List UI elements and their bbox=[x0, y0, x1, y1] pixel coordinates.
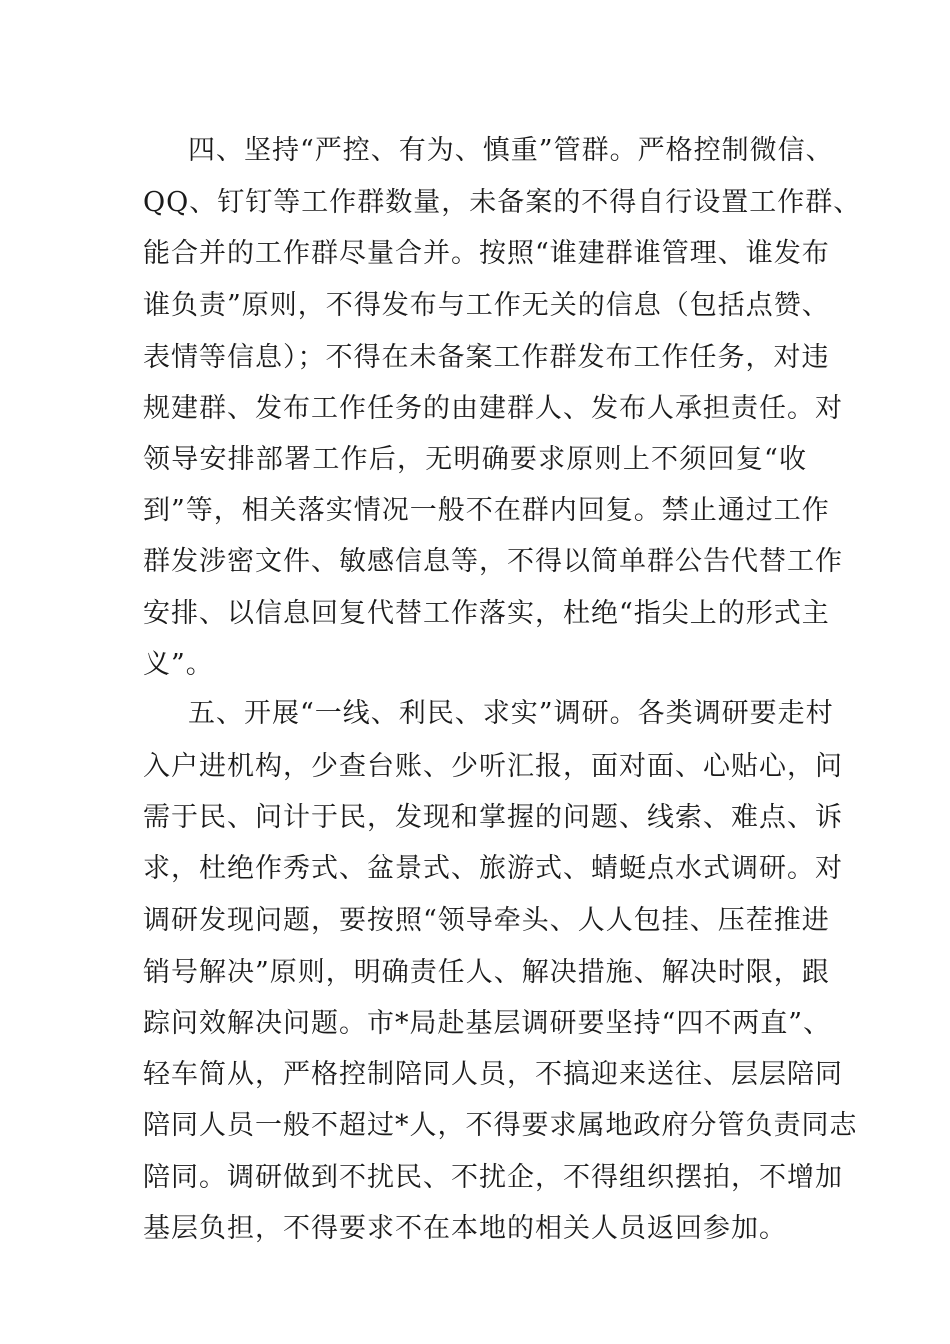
text-line: 调研发现问题，要按照“领导牵头、人人包挂、压茬推进 bbox=[143, 905, 830, 936]
text-line: 群发涉密文件、敏感信息等，不得以简单群公告代替工作 bbox=[143, 546, 843, 577]
text-line: 踪问效解决问题。市*局赴基层调研要坚持“四不两直”、 bbox=[143, 1008, 832, 1039]
text-line: 陪同。调研做到不扰民、不扰企，不得组织摆拍，不增加 bbox=[143, 1162, 843, 1193]
text-line: 陪同人员一般不超过*人，不得要求属地政府分管负责同志 bbox=[143, 1110, 858, 1141]
text-line: 领导安排部署工作后，无明确要求原则上不须回复“收 bbox=[143, 444, 807, 475]
text-line: 求，杜绝作秀式、盆景式、旅游式、蜻蜓点水式调研。对 bbox=[143, 853, 843, 884]
text-line: 基层负担，不得要求不在本地的相关人员返回参加。 bbox=[143, 1213, 787, 1244]
text-line: 轻车简从，严格控制陪同人员，不搞迎来送往、层层陪同 bbox=[143, 1059, 843, 1090]
text-line: QQ、钉钉等工作群数量，未备案的不得自行设置工作群、 bbox=[143, 187, 862, 218]
text-line: 五、开展“一线、利民、求实”调研。各类调研要走村 bbox=[188, 698, 834, 729]
text-line: 表情等信息）；不得在未备案工作群发布工作任务，对违 bbox=[143, 342, 830, 373]
text-line: 谁负责”原则，不得发布与工作无关的信息（包括点赞、 bbox=[143, 290, 830, 321]
text-line: 安排、以信息回复代替工作落实，杜绝“指尖上的形式主 bbox=[143, 598, 830, 629]
text-line: 销号解决”原则，明确责任人、解决措施、解决时限，跟 bbox=[143, 957, 830, 988]
text-line: 需于民、问计于民，发现和掌握的问题、线索、难点、诉 bbox=[143, 802, 843, 833]
text-line: 四、坚持“严控、有为、慎重”管群。严格控制微信、 bbox=[188, 135, 834, 166]
text-line: 入户进机构，少查台账、少听汇报，面对面、心贴心，问 bbox=[143, 751, 843, 782]
text-line: 到”等，相关落实情况一般不在群内回复。禁止通过工作 bbox=[143, 495, 830, 526]
text-line: 义”。 bbox=[143, 649, 214, 680]
text-line: 规建群、发布工作任务的由建群人、发布人承担责任。对 bbox=[143, 393, 843, 424]
text-line: 能合并的工作群尽量合并。按照“谁建群谁管理、谁发布 bbox=[143, 238, 830, 269]
